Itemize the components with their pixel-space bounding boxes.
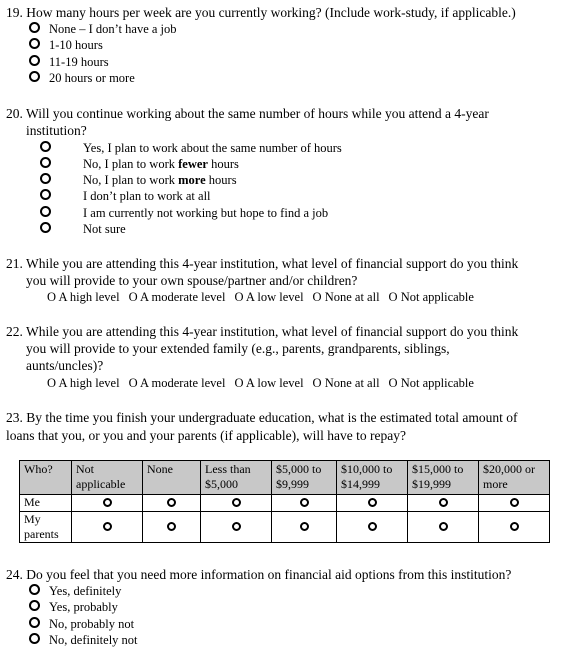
radio-cell[interactable] xyxy=(337,512,408,543)
q22-option-moderate[interactable]: O A moderate level xyxy=(128,376,226,390)
question-20-text-line1: 20. Will you continue working about the same number of hours while you attend a 4-year xyxy=(6,106,489,121)
radio-button-icon[interactable] xyxy=(232,522,241,531)
radio-cell[interactable] xyxy=(201,512,272,543)
q24-option-1[interactable]: Yes, definitely xyxy=(29,583,121,599)
radio-cell[interactable] xyxy=(408,512,479,543)
q19-option-1[interactable]: None – I don’t have a job xyxy=(29,21,177,37)
radio-button-icon[interactable] xyxy=(40,157,51,168)
radio-o-icon[interactable]: O xyxy=(388,290,398,304)
q21-option-not-applicable[interactable]: O Not applicable xyxy=(388,290,474,304)
header-who: Who? xyxy=(20,461,72,495)
radio-button-icon[interactable] xyxy=(103,498,112,507)
q20-option-2[interactable]: No, I plan to work fewer hours xyxy=(40,156,51,172)
radio-o-icon[interactable]: O xyxy=(312,376,322,390)
q22-option-not-applicable[interactable]: O Not applicable xyxy=(388,376,474,390)
radio-cell[interactable] xyxy=(272,512,337,543)
radio-o-icon[interactable]: O xyxy=(234,290,244,304)
q19-option-3[interactable]: 11-19 hours xyxy=(29,54,109,70)
radio-button-icon[interactable] xyxy=(300,498,309,507)
q19-option-2[interactable]: 1-10 hours xyxy=(29,37,103,53)
radio-cell[interactable] xyxy=(72,495,143,512)
radio-button-icon[interactable] xyxy=(167,522,176,531)
radio-cell[interactable] xyxy=(143,512,201,543)
radio-o-icon[interactable]: O xyxy=(234,376,244,390)
table-row xyxy=(20,512,550,543)
table-header-row xyxy=(20,461,550,495)
radio-button-icon[interactable] xyxy=(29,633,40,644)
radio-cell[interactable] xyxy=(408,495,479,512)
radio-button-icon[interactable] xyxy=(232,498,241,507)
question-19-text: 19. How many hours per week are you currently working? (Include work-study, if applicable.) xyxy=(6,5,516,20)
radio-o-icon[interactable]: O xyxy=(47,290,57,304)
radio-button-icon[interactable] xyxy=(510,522,519,531)
q22-option-low[interactable]: O A low level xyxy=(234,376,304,390)
q21-option-low[interactable]: O A low level xyxy=(234,290,304,304)
radio-button-icon[interactable] xyxy=(510,498,519,507)
header-10000-14999: $10,000 to $14,999 xyxy=(337,461,408,495)
question-21-text-line2: you will provide to your own spouse/partner and/or children? xyxy=(26,273,358,288)
question-23-text-line1: 23. By the time you finish your undergraduate education, what is the estimated total amount of xyxy=(6,410,518,425)
q24-option-3[interactable]: No, probably not xyxy=(29,616,134,632)
header-5000-9999: $5,000 to $9,999 xyxy=(272,461,337,495)
radio-button-icon[interactable] xyxy=(29,55,40,66)
radio-button-icon[interactable] xyxy=(439,522,448,531)
row-label-me: Me xyxy=(20,495,72,512)
radio-cell[interactable] xyxy=(201,495,272,512)
radio-button-icon[interactable] xyxy=(368,522,377,531)
q21-option-high[interactable]: O A high level xyxy=(47,290,120,304)
radio-button-icon[interactable] xyxy=(29,600,40,611)
radio-button-icon[interactable] xyxy=(29,22,40,33)
header-20000-or-more: $20,000 or more xyxy=(479,461,550,495)
question-22-text-line1: 22. While you are attending this 4-year institution, what level of financial support do you think xyxy=(6,324,519,339)
question-22-text-line2: you will provide to your extended family (e.g., parents, grandparents, siblings, xyxy=(26,341,450,356)
question-21-options xyxy=(47,289,483,305)
loan-amount-table xyxy=(19,460,550,543)
q20-option-1[interactable]: Yes, I plan to work about the same number of hours xyxy=(40,140,51,156)
radio-button-icon[interactable] xyxy=(40,141,51,152)
radio-button-icon[interactable] xyxy=(300,522,309,531)
radio-cell[interactable] xyxy=(479,495,550,512)
radio-o-icon[interactable]: O xyxy=(388,376,398,390)
question-24-text: 24. Do you feel that you need more information on financial aid options from this institution? xyxy=(6,567,512,582)
radio-button-icon[interactable] xyxy=(167,498,176,507)
radio-o-icon[interactable]: O xyxy=(47,376,57,390)
radio-button-icon[interactable] xyxy=(439,498,448,507)
q24-option-4[interactable]: No, definitely not xyxy=(29,632,138,648)
radio-button-icon[interactable] xyxy=(40,206,51,217)
header-less-than-5000: Less than $5,000 xyxy=(201,461,272,495)
radio-cell[interactable] xyxy=(143,495,201,512)
q20-option-6[interactable]: Not sure xyxy=(40,221,51,237)
q21-option-none[interactable]: O None at all xyxy=(312,290,380,304)
q20-option-5[interactable]: I am currently not working but hope to find a job xyxy=(40,205,51,221)
q22-option-none[interactable]: O None at all xyxy=(312,376,380,390)
radio-o-icon[interactable]: O xyxy=(128,290,138,304)
radio-button-icon[interactable] xyxy=(29,584,40,595)
q19-option-4[interactable]: 20 hours or more xyxy=(29,70,135,86)
question-22-text-line3: aunts/uncles)? xyxy=(26,358,104,373)
question-20-text-line2: institution? xyxy=(26,123,87,138)
q22-option-high[interactable]: O A high level xyxy=(47,376,120,390)
question-21-text-line1: 21. While you are attending this 4-year institution, what level of financial support do you think xyxy=(6,256,519,271)
question-22-options xyxy=(47,375,483,391)
radio-cell[interactable] xyxy=(337,495,408,512)
header-none: None xyxy=(143,461,201,495)
header-not-applicable: Not applicable xyxy=(72,461,143,495)
radio-button-icon[interactable] xyxy=(368,498,377,507)
radio-button-icon[interactable] xyxy=(40,173,51,184)
radio-button-icon[interactable] xyxy=(29,617,40,628)
radio-button-icon[interactable] xyxy=(29,38,40,49)
radio-cell[interactable] xyxy=(479,512,550,543)
row-label-my-parents: My parents xyxy=(20,512,72,543)
q20-option-4[interactable]: I don’t plan to work at all xyxy=(40,188,51,204)
radio-o-icon[interactable]: O xyxy=(312,290,322,304)
table-row xyxy=(20,495,550,512)
q21-option-moderate[interactable]: O A moderate level xyxy=(128,290,226,304)
radio-cell[interactable] xyxy=(72,512,143,543)
radio-button-icon[interactable] xyxy=(40,222,51,233)
q24-option-2[interactable]: Yes, probably xyxy=(29,599,118,615)
radio-button-icon[interactable] xyxy=(40,189,51,200)
radio-o-icon[interactable]: O xyxy=(128,376,138,390)
radio-cell[interactable] xyxy=(272,495,337,512)
radio-button-icon[interactable] xyxy=(103,522,112,531)
question-23-text-line2: loans that you, or you and your parents (if applicable), will have to repay? xyxy=(6,428,406,443)
q20-option-3[interactable]: No, I plan to work more hours xyxy=(40,172,51,188)
header-15000-19999: $15,000 to $19,999 xyxy=(408,461,479,495)
radio-button-icon[interactable] xyxy=(29,71,40,82)
